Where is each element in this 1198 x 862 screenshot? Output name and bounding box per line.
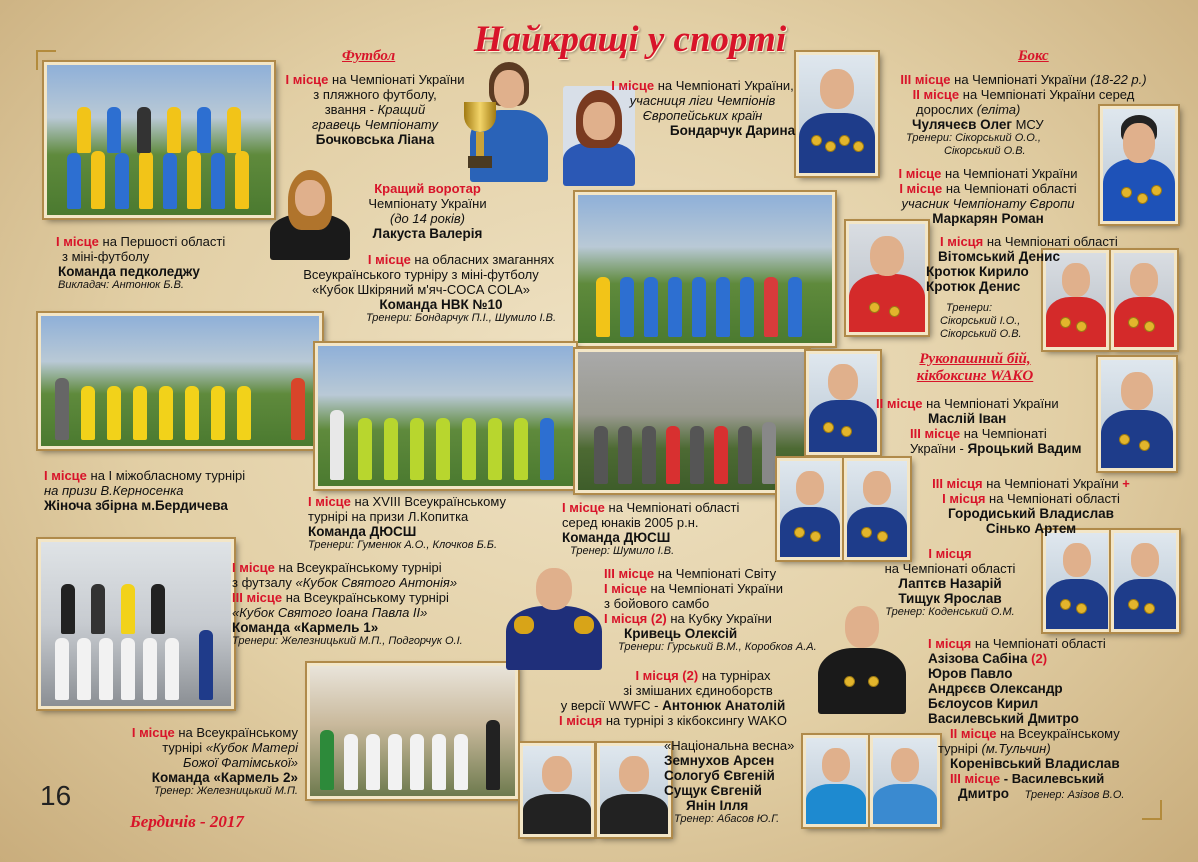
coach: Тренери: bbox=[946, 302, 993, 314]
place: Кращий воротар bbox=[374, 181, 481, 196]
place: І місце bbox=[611, 78, 655, 93]
text: на Чемпіонаті України, bbox=[654, 78, 794, 93]
coach: Тренер: Азізов В.О. bbox=[1024, 789, 1125, 801]
text: на обласних змаганнях bbox=[410, 252, 555, 267]
text: на призи В.Керносенка bbox=[44, 483, 184, 498]
athlete-name: Маркарян Роман bbox=[932, 211, 1044, 226]
team-name: Команда ДЮСШ bbox=[308, 524, 417, 539]
caption-bochkovska bbox=[280, 72, 470, 147]
portrait-lakusta bbox=[270, 170, 350, 260]
text: на Чемпіонаті України bbox=[646, 581, 783, 596]
text: з пляжного футболу, bbox=[313, 87, 437, 102]
photo-women-team bbox=[38, 313, 322, 449]
athlete-name: Коренівський Владислав bbox=[950, 756, 1120, 771]
caption-karmel2 bbox=[88, 725, 298, 798]
coach: Тренери: Сікорський О.О., bbox=[906, 132, 1041, 144]
text: Європейських країн bbox=[642, 108, 763, 123]
caption-masliy-yarotskyi bbox=[870, 396, 1095, 456]
place: ІІ місце bbox=[876, 396, 923, 411]
athlete-name: Лаптєв Назарій bbox=[898, 576, 1002, 591]
caption-kickboxers bbox=[664, 738, 804, 826]
text: на Першості області bbox=[98, 234, 226, 249]
team-name: Команда «Кармель 1» bbox=[232, 620, 379, 635]
text: на Чемпіонаті України bbox=[328, 72, 465, 87]
caption-chulyacheev bbox=[876, 72, 1171, 158]
caption-laptyev bbox=[860, 546, 1040, 619]
text: «Кубок Матері bbox=[205, 740, 298, 755]
place: І місце bbox=[44, 468, 87, 483]
text: Божої Фатімської» bbox=[183, 755, 298, 770]
athlete-name: Янін Ілля bbox=[686, 798, 749, 813]
section-hand-combat-line1: Рукопашний бій, bbox=[919, 351, 1031, 367]
text: на Чемпіонаті України bbox=[941, 166, 1078, 181]
text: у версії WWFC - bbox=[560, 698, 663, 713]
text: на Чемпіонаті України bbox=[922, 396, 1059, 411]
photo-karmel2-team bbox=[307, 663, 518, 799]
text: на Чемпіонаті bbox=[960, 426, 1047, 441]
portrait-vitomskyi bbox=[846, 221, 928, 335]
place: І місце bbox=[131, 725, 175, 740]
rank: МСУ bbox=[1011, 117, 1044, 132]
coach: Тренери: Гуменюк А.О., Клочков Б.Б. bbox=[308, 539, 498, 551]
text: (м.Тульчин) bbox=[981, 741, 1051, 756]
text: з футзалу bbox=[232, 575, 296, 590]
section-boxing: Бокс bbox=[1018, 48, 1049, 64]
place: І місце bbox=[56, 234, 99, 249]
text: «Кубок Святого Іоана Павла ІІ» bbox=[232, 605, 428, 620]
place: І місце bbox=[604, 581, 647, 596]
athlete-name: Бондарчук Дарина bbox=[669, 123, 796, 138]
text: учасниця ліги Чемпіонів bbox=[629, 93, 776, 108]
coach: Тренер: Коденський О.М. bbox=[885, 606, 1015, 618]
caption-horodyskyi bbox=[906, 476, 1156, 536]
place: І місце bbox=[232, 560, 275, 575]
caption-azizova-group bbox=[928, 636, 1158, 802]
photo-dyussh-2005 bbox=[575, 349, 809, 493]
athlete-name: Василевський Дмитро bbox=[928, 711, 1079, 726]
frame-corner-br bbox=[1142, 800, 1162, 820]
text: на турнірі з кікбоксингу WAKO bbox=[602, 713, 788, 728]
text: «Національна весна» bbox=[664, 738, 795, 753]
photo-karmel1-team bbox=[38, 539, 234, 709]
coach: Сікорський О.В. bbox=[944, 145, 1026, 157]
text: на Всеукраїнському bbox=[996, 726, 1120, 741]
text: з міні-футболу bbox=[62, 249, 150, 264]
place: І місце bbox=[308, 494, 351, 509]
text: зі змішаних єдиноборств bbox=[623, 683, 773, 698]
place: ІІІ місця bbox=[932, 476, 983, 491]
athlete-name: Кривець Олексій bbox=[624, 626, 738, 641]
caption-krotyuk bbox=[920, 234, 1130, 294]
coach: Тренер: Абасов Ю.Г. bbox=[674, 813, 780, 825]
text: з бойового самбо bbox=[604, 596, 710, 611]
caption-antonyuk bbox=[528, 668, 818, 728]
portrait-kryvets bbox=[506, 560, 602, 670]
athlete-name: Лакуста Валерія bbox=[372, 226, 483, 241]
text: (до 14 років) bbox=[389, 211, 466, 226]
text: на Чемпіонаті України серед bbox=[959, 87, 1135, 102]
text: на Чемпіонаті України bbox=[950, 72, 1091, 87]
text: Кращий bbox=[377, 102, 426, 117]
athlete-name: Чулячеєв Олег bbox=[912, 117, 1012, 132]
athlete-name: Сологуб Євгеній bbox=[664, 768, 775, 783]
team-name: Команда «Кармель 2» bbox=[151, 770, 298, 785]
text: на Чемпіонаті області bbox=[884, 561, 1016, 576]
text: «Кубок Шкіряний м'яч-COCA COLA» bbox=[312, 282, 530, 297]
text: Чемпіонату України bbox=[368, 196, 487, 211]
text: на Чемпіонаті України bbox=[982, 476, 1123, 491]
text: Всеукраїнського турніру з міні-футболу bbox=[303, 267, 539, 282]
caption-bondarchuk bbox=[590, 78, 815, 138]
athlete-name: Дмитро bbox=[958, 786, 1010, 801]
caption-kryvets bbox=[604, 566, 844, 654]
athlete-name: Кротюк Денис bbox=[926, 279, 1021, 294]
caption-lakusta bbox=[345, 181, 510, 241]
text: на Всеукраїнському турнірі bbox=[282, 590, 449, 605]
coach: Тренери: Железницький М.П., Подгорчук О.І. bbox=[232, 635, 463, 647]
caption-karmel1 bbox=[232, 560, 507, 648]
place: ІІІ місце bbox=[604, 566, 655, 581]
athlete-name: Азізова Сабіна bbox=[928, 651, 1032, 666]
place: ІІ місце bbox=[950, 726, 997, 741]
place: І місце bbox=[898, 166, 942, 181]
athlete-name: Бєлоусов Кирил bbox=[928, 696, 1039, 711]
text: (18-22 р.) bbox=[1090, 72, 1147, 87]
place: І місце bbox=[562, 500, 605, 515]
text: на Чемпіонаті області bbox=[604, 500, 740, 515]
place: ІІІ місце bbox=[900, 72, 951, 87]
text: турнірі bbox=[162, 740, 206, 755]
place: ІІІ місце bbox=[232, 590, 283, 605]
coach: Викладач: Антонюк Б.В. bbox=[58, 279, 184, 291]
photo-dyussh-kopytko bbox=[315, 343, 576, 489]
text: турнірі bbox=[938, 741, 982, 756]
place: І місце bbox=[367, 252, 411, 267]
athlete-name: Сінько Артем bbox=[985, 521, 1077, 536]
text: звання - bbox=[324, 102, 378, 117]
caption-nvk10 bbox=[266, 252, 576, 325]
team-name: Команда ДЮСШ bbox=[562, 530, 671, 545]
portrait-sologub bbox=[597, 743, 671, 837]
text: на Чемпіонаті області bbox=[971, 636, 1106, 651]
text: учасник Чемпіонату Європи bbox=[901, 196, 1075, 211]
text: дорослих bbox=[916, 102, 977, 117]
team-name: Жіноча збірна м.Бердичева bbox=[44, 498, 228, 513]
place: І місця bbox=[940, 234, 984, 249]
text: на Чемпіонаті області bbox=[985, 491, 1120, 506]
portrait-horodyskyi bbox=[777, 458, 843, 560]
text: «Кубок Святого Антонія» bbox=[295, 575, 458, 590]
athlete-name: Бочковська Ліана bbox=[315, 132, 435, 147]
caption-dyussh-2005 bbox=[562, 500, 777, 558]
athlete-name: Тищук Ярослав bbox=[898, 591, 1002, 606]
portrait-sushchuk bbox=[803, 735, 869, 827]
photo-pedcollege-team bbox=[44, 62, 274, 218]
photo-nvk10-team bbox=[575, 192, 835, 346]
portrait-masliy bbox=[806, 351, 880, 455]
team-name: Команда НВК №10 bbox=[379, 297, 503, 312]
caption-kopytko bbox=[300, 494, 570, 552]
footer-city-year: Бердичів - 2017 bbox=[130, 812, 244, 831]
text: на Кубку України bbox=[666, 611, 772, 626]
portrait-laptyev bbox=[1043, 530, 1111, 632]
text: на Всеукраїнському турнірі bbox=[274, 560, 442, 575]
place: ІІІ місце bbox=[910, 426, 961, 441]
caption-women-team bbox=[44, 468, 309, 513]
plus-sign: + bbox=[1122, 476, 1130, 491]
coach: Сікорський І.О., bbox=[940, 315, 1021, 327]
coach: Тренери: Гурський В.М., Коробков А.А. bbox=[618, 641, 817, 653]
text: на Чемпіонаті області bbox=[942, 181, 1077, 196]
coach: Тренер: Шумило І.В. bbox=[570, 545, 675, 557]
place: І місце bbox=[899, 181, 943, 196]
text: України - bbox=[910, 441, 968, 456]
athlete-name: Антонюк Анатолій bbox=[662, 698, 786, 713]
place: І місця (2) bbox=[635, 668, 699, 683]
text: серед юнаків 2005 р.н. bbox=[562, 515, 699, 530]
athlete-name: Маслій Іван bbox=[928, 411, 1007, 426]
caption-pedcollege bbox=[44, 234, 274, 292]
portrait-yarotskyi bbox=[1098, 357, 1176, 471]
athlete-name: Вітомський Денис bbox=[938, 249, 1060, 264]
athlete-name: Сущук Євгеній bbox=[664, 783, 762, 798]
place: ІІ місце bbox=[912, 87, 960, 102]
text: на Чемпіонаті області bbox=[983, 234, 1118, 249]
text: (еліта) bbox=[976, 102, 1021, 117]
text: на XVIII Всеукраїнському bbox=[350, 494, 506, 509]
athlete-name: Земнухов Арсен bbox=[664, 753, 775, 768]
section-hand-combat-line2: кікбоксинг WAKO bbox=[916, 368, 1034, 384]
caption-markaryan bbox=[878, 166, 1098, 226]
coach-krotyuk bbox=[940, 302, 1040, 341]
text: турнірі на призи Л.Копитка bbox=[308, 509, 469, 524]
page-number: 16 bbox=[40, 780, 72, 811]
place: І місце bbox=[285, 72, 329, 87]
place: І місця bbox=[928, 636, 972, 651]
athlete-name: Кротюк Кирило bbox=[926, 264, 1029, 279]
place: І місця bbox=[942, 491, 986, 506]
text: на Всеукраїнському bbox=[174, 725, 298, 740]
page-title: Найкращі у спорті bbox=[473, 19, 787, 60]
portrait-zemnukhov bbox=[520, 743, 594, 837]
place: І місця bbox=[558, 713, 603, 728]
athlete-name: - Василевський bbox=[1000, 771, 1105, 786]
coach: Тренер: Железницький М.П. bbox=[153, 785, 298, 797]
text: на турнірах bbox=[698, 668, 771, 683]
place: І місця bbox=[928, 546, 972, 561]
athlete-name: Городиський Владислав bbox=[948, 506, 1114, 521]
coach: Тренери: Бондарчук П.І., Шумило І.В. bbox=[365, 312, 557, 324]
text: гравець Чемпіонату bbox=[312, 117, 438, 132]
section-football: Футбол bbox=[342, 48, 396, 64]
count: (2) bbox=[1031, 651, 1048, 666]
athlete-name: Андрєєв Олександр bbox=[928, 681, 1063, 696]
place: І місця (2) bbox=[604, 611, 667, 626]
athlete-name: Юров Павло bbox=[928, 666, 1013, 681]
team-name: Команда педколеджу bbox=[58, 264, 200, 279]
athlete-name: Яроцький Вадим bbox=[967, 441, 1082, 456]
portrait-tyshchuk bbox=[1111, 530, 1179, 632]
section-hand-combat bbox=[900, 351, 1050, 385]
text: на Чемпіонаті Світу bbox=[654, 566, 777, 581]
portrait-sinko bbox=[844, 458, 910, 560]
coach: Сікорський О.В. bbox=[940, 328, 1022, 340]
text: на І міжобласному турнірі bbox=[86, 468, 246, 483]
place: ІІІ місце bbox=[950, 771, 1001, 786]
